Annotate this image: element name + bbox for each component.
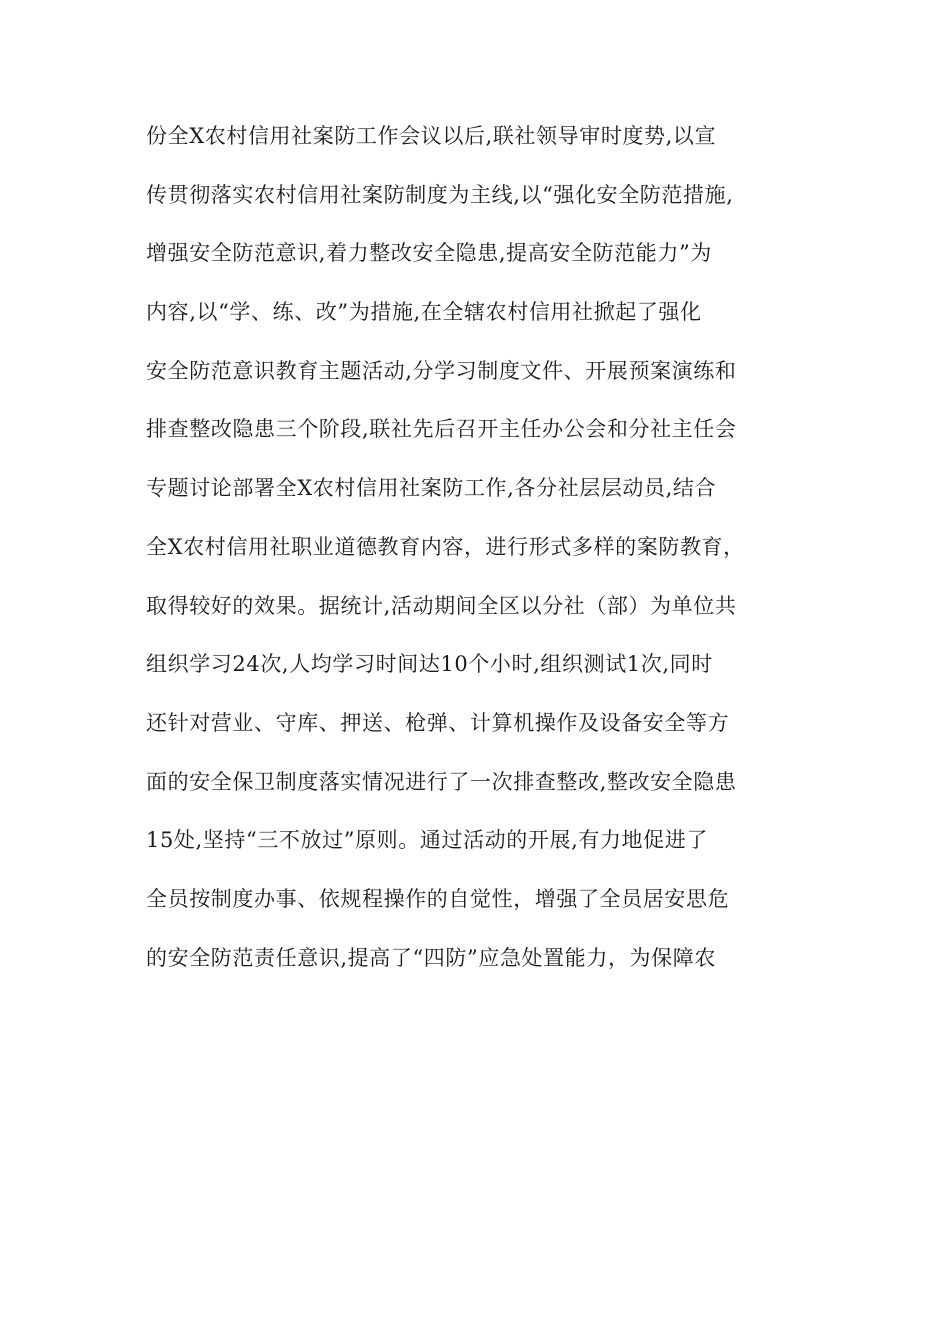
text-line-12: 面的安全保卫制度落实情况进行了一次排查整改,整改安全隐患 (146, 769, 737, 794)
text-line-13: 15处,坚持“三不放过”原则。通过活动的开展,有力地促进了 (146, 828, 708, 853)
text-line-9: 取得较好的效果。据统计,活动期间全区以分社（部）为单位共 (146, 593, 737, 618)
text-line-7: 专题讨论部署全X农村信用社案防工作,各分社层层动员,结合 (146, 476, 717, 501)
text-line-8: 全X农村信用社职业道德教育内容，进行形式多样的案防教育， (146, 534, 745, 559)
text-line-15: 的安全防范责任意识,提高了“四防”应急处置能力，为保障农 (146, 945, 716, 970)
text-line-14: 全员按制度办事、依规程操作的自觉性，增强了全员居安思危 (146, 886, 730, 911)
text-line-3: 增强安全防范意识,着力整改安全隐患,提高安全防范能力”为 (146, 241, 712, 266)
body-text (146, 124, 806, 1004)
text-line-1: 份全X农村信用社案防工作会议以后,联社领导审时度势,以宣 (146, 124, 717, 148)
text-line-11: 还针对营业、守库、押送、枪弹、计算机操作及设备安全等方 (146, 710, 730, 735)
text-line-10: 组织学习24次,人均学习时间达10个小时,组织测试1次,同时 (146, 652, 713, 677)
text-line-6: 排查整改隐患三个阶段,联社先后召开主任办公会和分社主任会 (146, 417, 737, 442)
text-line-2: 传贯彻落实农村信用社案防制度为主线,以“强化安全防范措施, (146, 182, 734, 207)
text-line-5: 安全防范意识教育主题活动,分学习制度文件、开展预案演练和 (146, 358, 737, 383)
text-line-4: 内容,以“学、练、改”为措施,在全辖农村信用社掀起了强化 (146, 300, 702, 325)
